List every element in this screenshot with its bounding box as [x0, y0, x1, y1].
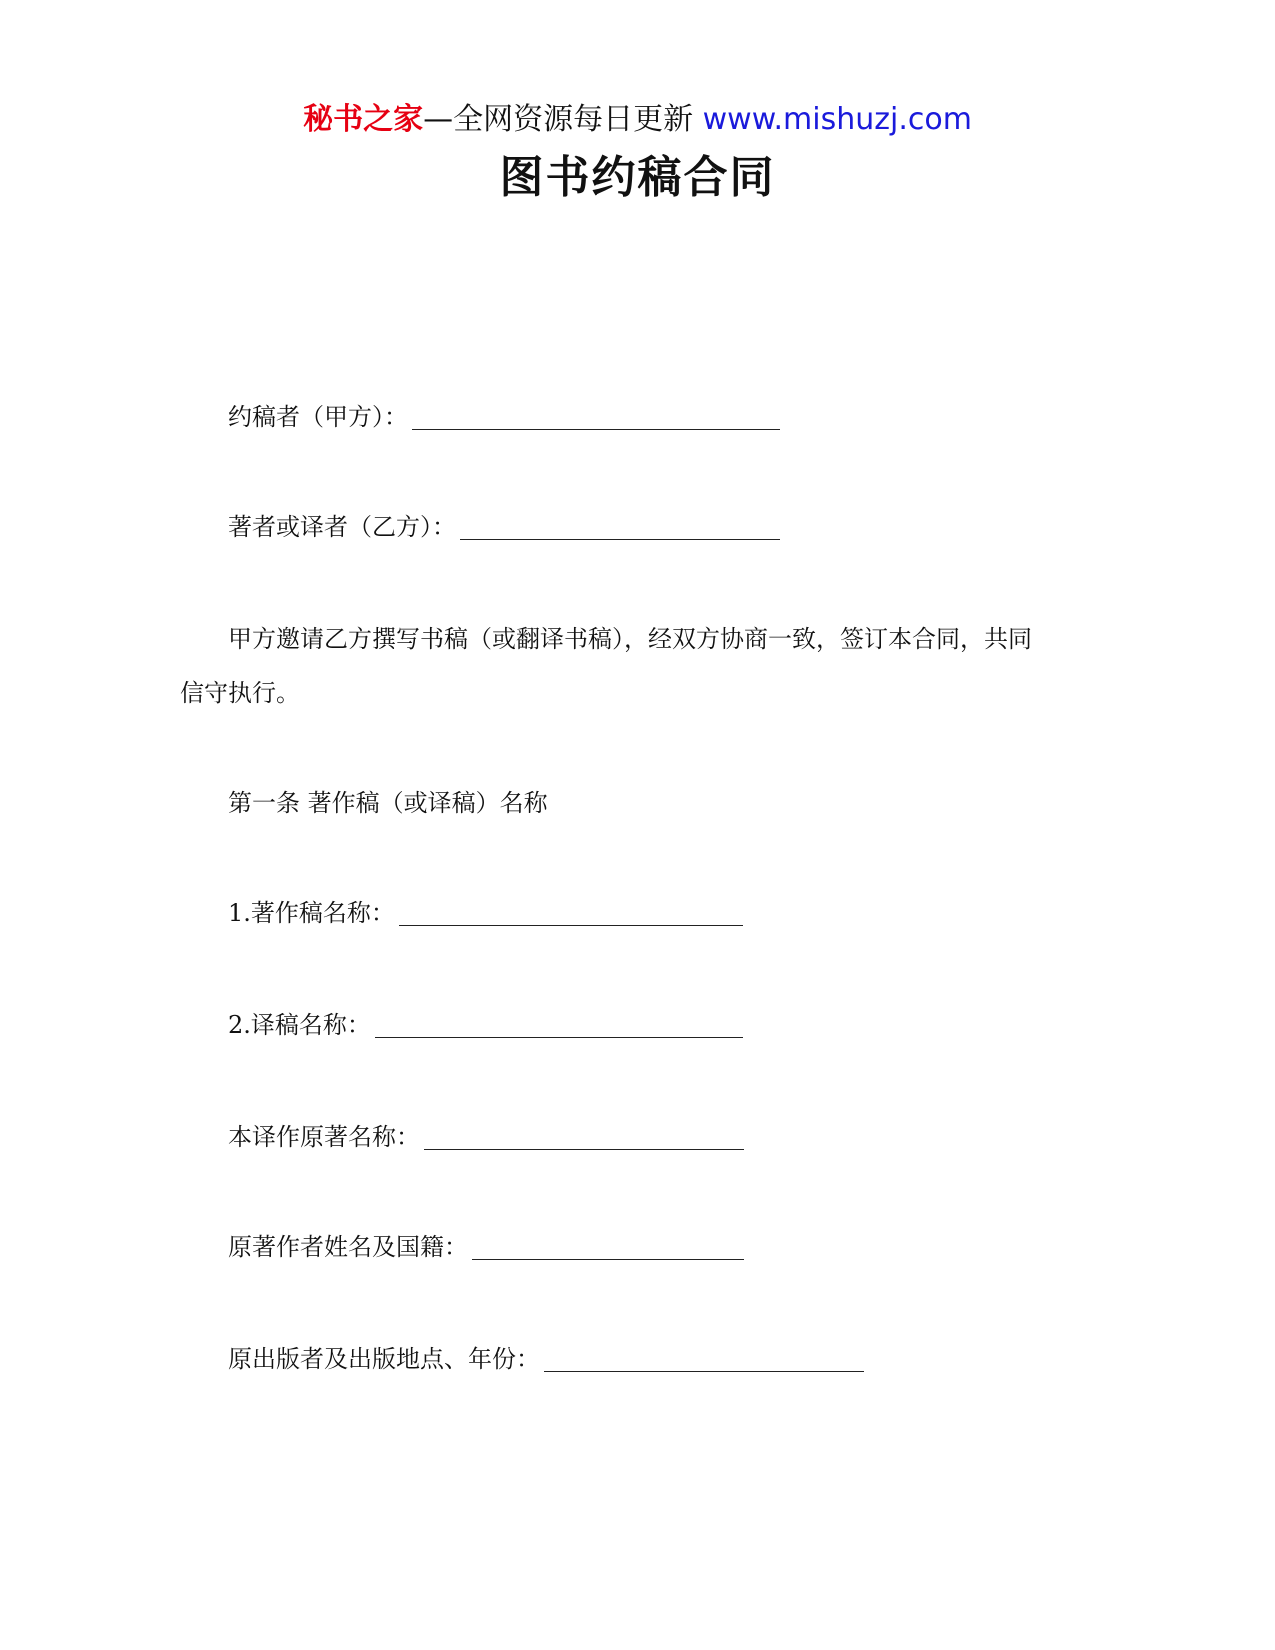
article-1-heading: 第一条 著作稿（或译稿）名称 — [228, 789, 548, 817]
party-b-field — [228, 510, 780, 544]
original-author-field — [228, 1230, 744, 1264]
party-b-label: 著者或译者（乙方）： — [228, 513, 456, 541]
party-a-field — [228, 400, 780, 434]
translation-title-field — [228, 1008, 743, 1042]
original-publisher-label: 原出版者及出版地点、年份： — [228, 1345, 540, 1373]
intro-paragraph-line-1: 甲方邀请乙方撰写书稿（或翻译书稿），经双方协商一致，签订本合同，共同 — [228, 625, 1032, 653]
original-title-label: 本译作原著名称： — [228, 1123, 420, 1151]
brand-name: 秘书之家 — [303, 102, 424, 137]
site-url-link[interactable]: www.mishuzj.com — [702, 102, 972, 137]
work-title-blank[interactable] — [399, 901, 743, 926]
work-title-label: 1.著作稿名称： — [228, 899, 395, 927]
translation-title-label: 2.译稿名称： — [228, 1011, 371, 1039]
original-author-label: 原著作者姓名及国籍： — [228, 1233, 468, 1261]
original-publisher-field — [228, 1342, 864, 1376]
original-title-field — [228, 1120, 744, 1154]
party-a-blank[interactable] — [412, 405, 780, 430]
intro-paragraph-line-2: 信守执行。 — [180, 679, 300, 707]
work-title-field — [228, 896, 743, 930]
party-a-label: 约稿者（甲方）： — [228, 403, 408, 431]
translation-title-blank[interactable] — [375, 1013, 743, 1038]
header-tagline: —全网资源每日更新 — [423, 102, 694, 137]
site-header — [0, 100, 1275, 140]
original-title-blank[interactable] — [424, 1125, 744, 1150]
party-b-blank[interactable] — [460, 515, 780, 540]
original-author-blank[interactable] — [472, 1235, 744, 1260]
document-title: 图书约稿合同 — [499, 152, 776, 203]
original-publisher-blank[interactable] — [544, 1347, 864, 1372]
